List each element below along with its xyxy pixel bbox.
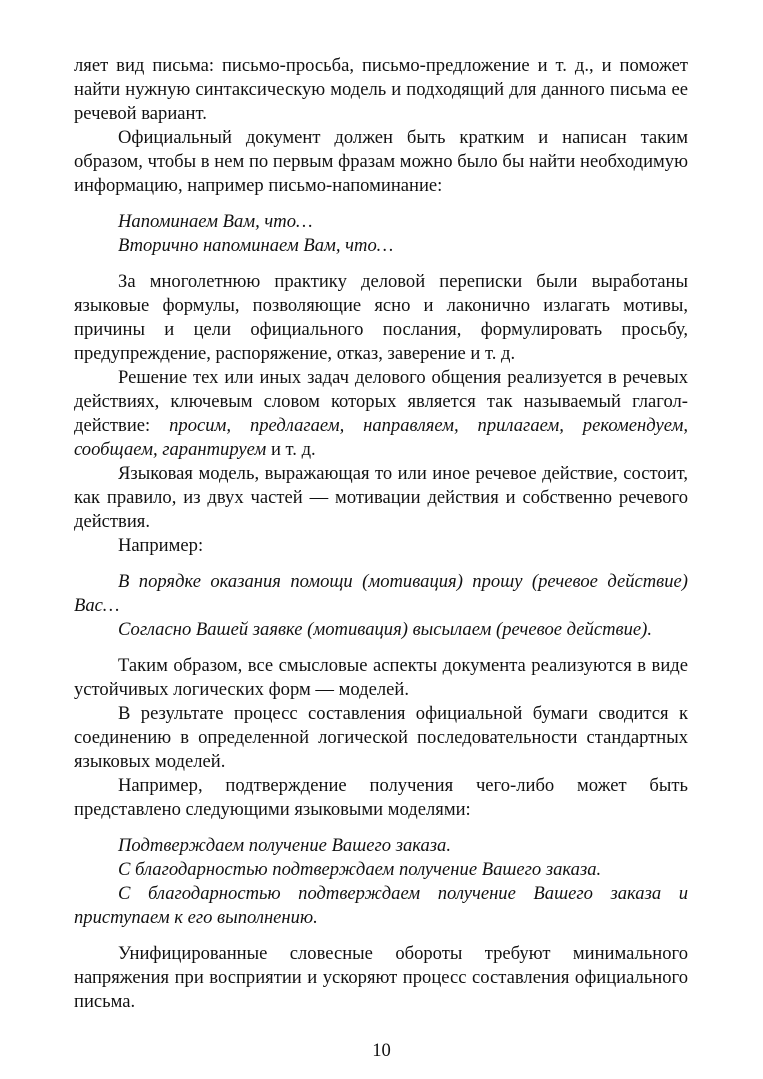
example-block-confirmation — [74, 834, 688, 930]
paragraph-text: и т. д. — [266, 439, 316, 460]
paragraph: Языковая модель, выражающая то или иное речевое действие, состоит, как правило, из двух частей — мотивации действия и собственно речевого действия. — [74, 463, 688, 532]
verb-list: просим, предлагаем, направляем, прилагаем, рекомендуем, сообщаем, гарантируем — [74, 415, 688, 460]
example-block-reminders — [74, 210, 688, 258]
page-body — [74, 54, 688, 1014]
paragraph: За многолетнюю практику деловой переписки были выработаны языковые формулы, позволяющие ясно и лаконично излагать мотивы, причины и цели официального послания, формулировать просьбу, предупреждение, распоряжение, отказ, заверение и т. д. — [74, 271, 688, 364]
example-line: Вторично напоминаем Вам, что… — [118, 235, 394, 256]
paragraph-text: Решение тех или иных задач делового общения реализуется в речевых действиях, ключевым словом которых является так называемый глагол-действие: — [74, 367, 688, 436]
example-block-motivation — [74, 570, 688, 642]
example-line: Подтверждаем получение Вашего заказа. — [118, 835, 451, 856]
example-line: С благодарностью подтверждаем получение Вашего заказа и приступаем к его выполнению. — [74, 883, 688, 928]
paragraph — [74, 366, 688, 462]
paragraph: Например, подтверждение получения чего-либо может быть представлено следующими языковыми моделями: — [74, 775, 688, 820]
example-line: В порядке оказания помощи (мотивация) прошу (речевое действие) Вас… — [74, 571, 688, 616]
example-line: С благодарностью подтверждаем получение Вашего заказа. — [118, 859, 602, 880]
paragraph: В результате процесс составления официальной бумаги сводится к соединению в определенной логической последовательности стандартных языковых моделей. — [74, 703, 688, 772]
paragraph-continuation: ляет вид письма: письмо-просьба, письмо-предложение и т. д., и поможет найти нужную синтаксическую модель и подходящий для данного письма ее речевой вариант. — [74, 55, 688, 124]
paragraph: Например: — [118, 535, 204, 556]
paragraph: Официальный документ должен быть кратким и написан таким образом, чтобы в нем по первым фразам можно было бы найти необходимую информацию, например письмо-напоминание: — [74, 127, 688, 196]
example-line: Напоминаем Вам, что… — [118, 211, 313, 232]
paragraph: Таким образом, все смысловые аспекты документа реализуются в виде устойчивых логических форм — моделей. — [74, 655, 688, 700]
page-number: 10 — [372, 1040, 391, 1061]
example-line: Согласно Вашей заявке (мотивация) высылаем (речевое действие). — [118, 619, 652, 640]
paragraph: Унифицированные словесные обороты требуют минимального напряжения при восприятии и ускоряют процесс составления официального письма. — [74, 943, 688, 1012]
